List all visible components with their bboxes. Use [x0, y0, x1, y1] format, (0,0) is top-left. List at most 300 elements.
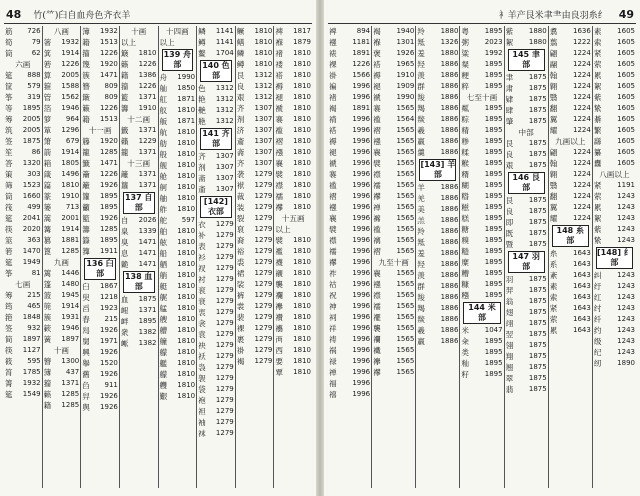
entry-page-number: 1932	[61, 38, 80, 46]
entry-character: 臼	[82, 282, 90, 291]
entry-page-number: 1279	[254, 280, 273, 288]
index-entry	[160, 215, 196, 226]
entry-character: 襁	[275, 148, 283, 157]
entry-page-number: 1222	[573, 38, 591, 46]
index-entry	[198, 373, 234, 384]
entry-character: 羰	[417, 315, 425, 324]
index-entry	[329, 301, 370, 312]
index-entry	[160, 303, 196, 314]
index-entry	[82, 81, 118, 92]
entry-character: 籁	[82, 104, 90, 113]
entry-character: 神	[329, 302, 337, 311]
index-entry	[506, 105, 547, 116]
entry-character: 舉	[82, 359, 90, 368]
index-entry	[121, 103, 157, 114]
index-entry	[461, 325, 502, 336]
entry-page-number: 1996	[352, 214, 371, 222]
index-entry	[417, 59, 458, 70]
index-entry	[198, 173, 234, 184]
index-entry	[461, 246, 502, 257]
stroke-count-heading: 九至十画	[378, 258, 409, 267]
index-entry	[44, 367, 80, 378]
entry-character: 简	[5, 335, 13, 344]
index-entry	[275, 301, 311, 312]
entry-page-number: 2041	[22, 214, 41, 222]
entry-character: 裁	[236, 192, 245, 201]
entry-character: 籜	[82, 247, 90, 256]
index-entry	[594, 37, 635, 48]
entry-character: 襴	[373, 335, 381, 344]
index-entry	[237, 334, 273, 345]
index-entry	[82, 402, 118, 413]
entry-character: 艨	[159, 348, 168, 357]
index-entry	[550, 158, 591, 169]
entry-character: 褓	[373, 38, 381, 47]
entry-page-number: 1895	[22, 104, 41, 112]
entry-character: 繇	[593, 137, 602, 146]
entry-character: 羔	[417, 216, 425, 225]
entry-page-number: 1895	[484, 115, 503, 123]
index-entry	[121, 237, 157, 248]
entry-page-number: 1243	[617, 203, 635, 211]
entry-page-number: 1226	[138, 60, 157, 68]
index-entry	[237, 48, 273, 59]
entry-page-number: 1895	[484, 280, 503, 288]
entry-page-number: 303	[27, 170, 41, 178]
entry-character: 褫	[329, 159, 337, 168]
entry-page-number: 1279	[215, 297, 234, 305]
index-entry	[121, 327, 157, 338]
entry-character: 糁	[461, 137, 470, 146]
index-entry	[594, 224, 635, 235]
index-entry	[5, 147, 41, 158]
index-entry	[5, 169, 41, 180]
index-entry	[44, 235, 80, 246]
entry-character: 素	[593, 27, 602, 36]
index-entry	[506, 138, 547, 149]
index-entry	[329, 345, 370, 356]
index-entry	[329, 378, 370, 389]
entry-character: 籤	[82, 159, 90, 168]
entry-character: 裸	[329, 60, 337, 69]
entry-page-number: 86	[31, 148, 41, 156]
entry-page-number: 1971	[100, 337, 118, 345]
entry-character: 纣	[593, 304, 602, 313]
entry-page-number: 1914	[61, 49, 80, 57]
entry-page-number: 1371	[138, 181, 157, 189]
entry-character: 艟	[159, 337, 168, 346]
index-column	[416, 26, 460, 488]
entry-character: 袂	[198, 341, 206, 350]
entry-page-number: 1810	[293, 192, 311, 200]
entry-character: 籃	[120, 93, 129, 102]
index-entry	[44, 323, 80, 334]
index-entry	[160, 149, 196, 160]
entry-page-number: 81	[31, 269, 41, 277]
entry-page-number: 964	[65, 115, 80, 123]
index-entry	[237, 213, 273, 224]
index-entry	[44, 92, 80, 103]
entry-character: 裂	[236, 214, 245, 223]
entry-page-number: 215	[27, 291, 41, 299]
entry-character: 襪	[275, 258, 283, 267]
index-entry	[44, 81, 80, 92]
entry-page-number: 1307	[254, 159, 273, 167]
entry-character: 籬	[120, 170, 129, 179]
index-entry	[82, 281, 118, 292]
index-entry	[5, 334, 41, 345]
index-entry	[82, 191, 118, 202]
entry-page-number: 1895	[484, 137, 503, 145]
entry-page-number: 1879	[293, 38, 311, 46]
entry-character: 翡	[505, 385, 514, 394]
entry-page-number: 1312	[215, 117, 234, 125]
entry-character: 篼	[43, 302, 52, 311]
entry-page-number: 1605	[617, 49, 635, 57]
entry-character: 襦	[373, 302, 381, 311]
index-entry	[550, 114, 591, 125]
entry-character: 舆	[82, 403, 90, 412]
entry-page-number: 1909	[396, 82, 415, 90]
entry-character: 祥	[329, 324, 337, 333]
entry-page-number: 1810	[293, 126, 311, 134]
index-entry	[237, 257, 273, 268]
entry-character: 纠	[593, 271, 602, 280]
index-entry	[237, 81, 273, 92]
index-entry	[275, 235, 311, 246]
stroke-count-heading: 十五画	[281, 214, 305, 223]
entry-page-number: 1886	[440, 60, 459, 68]
entry-page-number: 1226	[100, 49, 118, 57]
index-entry	[5, 180, 41, 191]
entry-character: 艦	[159, 359, 168, 368]
entry-character: 般	[159, 150, 168, 159]
entry-page-number: 1996	[352, 280, 371, 288]
entry-page-number: 1996	[352, 159, 371, 167]
index-entry	[275, 279, 311, 290]
entry-page-number: 1643	[573, 249, 591, 257]
index-entry	[373, 48, 414, 59]
entry-character: 羝	[417, 238, 425, 247]
entry-page-number: 1996	[352, 313, 371, 321]
entry-page-number: 1926	[100, 181, 118, 189]
entry-page-number: 1279	[254, 335, 273, 343]
entry-character: 衩	[198, 264, 206, 273]
entry-page-number: 1886	[440, 82, 459, 90]
entry-character: 裸	[236, 324, 245, 333]
stroke-count-heading: 八画	[53, 27, 70, 36]
index-entry	[550, 303, 591, 314]
entry-page-number: 1875	[528, 161, 547, 169]
entry-character: 襸	[275, 313, 283, 322]
index-entry	[417, 37, 458, 48]
entry-page-number: 1226	[100, 104, 118, 112]
index-entry	[506, 37, 547, 48]
entry-character: 褶	[275, 137, 283, 146]
entry-character: 褰	[329, 170, 337, 179]
entry-page-number: 1810	[177, 238, 196, 246]
index-entry	[329, 70, 370, 81]
entry-page-number: 1279	[215, 341, 234, 349]
index-entry	[550, 292, 591, 303]
index-entry	[417, 147, 458, 158]
index-entry	[329, 213, 370, 224]
index-entry	[5, 114, 41, 125]
entry-character: 糊	[461, 181, 470, 190]
entry-character: 良	[236, 82, 245, 91]
index-entry	[160, 391, 196, 402]
index-entry	[417, 48, 458, 59]
entry-character: 筑	[5, 126, 13, 135]
index-entry	[237, 323, 273, 334]
entry-character: 齐	[236, 104, 245, 113]
index-entry	[198, 105, 234, 116]
entry-character: 翊	[505, 319, 514, 328]
index-entry	[5, 323, 41, 334]
index-entry	[594, 281, 635, 292]
entry-page-number: 1285	[100, 225, 118, 233]
radical-heading: 139 舟部	[162, 49, 194, 71]
entry-page-number: 1810	[293, 159, 311, 167]
index-entry	[329, 37, 370, 48]
index-entry	[82, 369, 118, 380]
entry-character: 襦	[329, 247, 337, 256]
entry-page-number: 1279	[215, 429, 234, 437]
entry-character: 篱	[43, 269, 52, 278]
entry-page-number: 1471	[138, 249, 157, 257]
entry-character: 籟	[120, 137, 129, 146]
entry-character: 褪	[329, 148, 337, 157]
index-entry	[550, 314, 591, 325]
entry-page-number: 1660	[22, 192, 41, 200]
index-entry	[160, 347, 196, 358]
entry-character: 裴	[236, 313, 245, 322]
entry-character: 褡	[373, 60, 381, 69]
entry-page-number: 1643	[573, 271, 591, 279]
entry-page-number: 1996	[352, 170, 371, 178]
entry-page-number: 1895	[484, 60, 503, 68]
index-entry	[275, 158, 311, 169]
entry-character: 糇	[461, 159, 470, 168]
entry-page-number: 1307	[215, 174, 234, 182]
entry-character: 羹	[417, 148, 425, 157]
entry-page-number: 1326	[440, 38, 459, 46]
index-entry	[550, 202, 591, 213]
entry-page-number: 1931	[61, 313, 80, 321]
entry-character: 翦	[549, 38, 558, 47]
entry-page-number: 1886	[440, 104, 459, 112]
entry-character: 舷	[159, 238, 168, 247]
entry-page-number: 1895	[484, 247, 503, 255]
entry-page-number: 1895	[484, 148, 503, 156]
entry-page-number: 1810	[293, 346, 311, 354]
entry-page-number: 1810	[177, 337, 196, 345]
index-entry	[594, 235, 635, 246]
entry-character: 襶	[373, 346, 381, 355]
entry-character: 襁	[373, 280, 381, 289]
index-entry	[417, 325, 458, 336]
entry-character: 褚	[275, 49, 283, 58]
entry-page-number: 1945	[61, 291, 80, 299]
index-columns	[4, 26, 312, 488]
entry-character: 筒	[5, 49, 13, 58]
entry-character: 衰	[198, 297, 206, 306]
entry-page-number: 1810	[293, 368, 311, 376]
entry-character: 群	[417, 282, 425, 291]
entry-character: 自	[120, 216, 129, 225]
entry-page-number: 1224	[573, 192, 591, 200]
entry-character: 絷	[593, 236, 602, 245]
entry-page-number: 1279	[254, 181, 273, 189]
radical-heading: 138 血部	[123, 271, 155, 293]
entry-page-number: 499	[27, 203, 41, 211]
entry-page-number: 1605	[617, 82, 635, 90]
entry-page-number: 1605	[617, 104, 635, 112]
entry-page-number: 1810	[177, 205, 196, 213]
entry-page-number: 1810	[293, 236, 311, 244]
entry-character: 裨	[275, 27, 283, 36]
entry-character: 紧	[549, 304, 558, 313]
entry-character: 籬	[82, 181, 90, 190]
index-entry	[506, 373, 547, 384]
entry-page-number: 1307	[215, 185, 234, 193]
entry-character: 羡	[417, 71, 425, 80]
index-entry	[594, 347, 635, 358]
index-entry	[550, 169, 591, 180]
entry-character: 索	[593, 38, 602, 47]
index-entry	[550, 270, 591, 281]
entry-character: 以上	[120, 38, 137, 47]
index-entry	[44, 136, 80, 147]
entry-page-number: 1914	[61, 225, 80, 233]
index-entry	[82, 169, 118, 180]
entry-character: 篓	[43, 203, 52, 212]
entry-page-number: 1895	[484, 170, 503, 178]
entry-page-number: 1243	[617, 192, 635, 200]
entry-character: 翠	[505, 374, 514, 383]
entry-character: 袒	[198, 407, 206, 416]
entry-character: 筮	[5, 236, 13, 245]
index-entry	[44, 312, 80, 323]
entry-page-number: 1810	[254, 38, 273, 46]
entry-character: 襻	[373, 368, 381, 377]
entry-page-number: 1810	[293, 280, 311, 288]
right-page-header	[330, 6, 634, 22]
entry-character: 翱	[549, 82, 558, 91]
index-column	[120, 26, 159, 488]
entry-page-number: 1279	[254, 302, 273, 310]
index-entry	[461, 268, 502, 279]
index-entry	[329, 367, 370, 378]
index-entry	[373, 158, 414, 169]
entry-character: 翮	[549, 60, 558, 69]
entry-character: 襁	[329, 203, 337, 212]
entry-page-number: 1141	[215, 38, 234, 46]
index-entry	[461, 147, 502, 158]
entry-character: 衆	[120, 328, 129, 337]
entry-character: 累	[593, 203, 602, 212]
entry-page-number: 1810	[177, 315, 196, 323]
entry-character: 纂	[593, 148, 602, 157]
entry-character: 耀	[549, 214, 558, 223]
entry-character: 纫	[593, 359, 602, 368]
entry-character: 以上	[275, 225, 291, 234]
index-entry	[5, 389, 41, 400]
entry-page-number: 1810	[177, 194, 196, 202]
entry-character: 衷	[198, 308, 206, 317]
entry-character: 紫	[593, 225, 602, 234]
index-entry	[237, 301, 273, 312]
index-entry	[82, 314, 118, 325]
index-entry	[44, 290, 80, 301]
entry-character: 篾	[82, 60, 90, 69]
index-entry	[550, 48, 591, 59]
radical-heading: [142] 衣部	[200, 196, 232, 218]
entry-character: 舀	[82, 304, 90, 313]
entry-page-number: 1875	[528, 374, 547, 382]
entry-page-number: 1996	[352, 368, 371, 376]
entry-page-number: 1565	[396, 302, 415, 310]
entry-character: 翰	[549, 159, 558, 168]
entry-character: 紧	[593, 49, 602, 58]
index-entry	[44, 389, 80, 400]
entry-character: 筹	[5, 115, 13, 124]
entry-character: 斋	[236, 148, 245, 157]
entry-page-number: 1279	[215, 374, 234, 382]
entry-page-number: 1605	[617, 137, 635, 145]
entry-character: 籌	[82, 225, 90, 234]
entry-page-number: 1895	[484, 291, 503, 299]
entry-page-number: 1279	[254, 214, 273, 222]
page-header-title: 衤羊产艮米聿⺻由良羽糸纟	[498, 10, 607, 21]
index-entry	[160, 171, 196, 182]
entry-page-number: 1386	[138, 71, 157, 79]
entry-page-number: 1886	[440, 205, 459, 213]
entry-character: 篆	[43, 192, 52, 201]
entry-page-number: 1279	[215, 308, 234, 316]
index-entry	[461, 81, 502, 92]
entry-page-number: 1965	[396, 60, 415, 68]
index-entry	[506, 217, 547, 228]
index-entry	[198, 329, 234, 340]
entry-page-number: 1565	[396, 104, 415, 112]
index-entry	[198, 252, 234, 263]
entry-character: 羝	[417, 38, 425, 47]
entry-page-number: 1565	[396, 126, 415, 134]
index-entry	[329, 312, 370, 323]
entry-character: 褥	[373, 71, 381, 80]
index-entry	[121, 136, 157, 147]
entry-character: 臬	[120, 227, 129, 236]
entry-character: 裤	[236, 291, 245, 300]
entry-page-number: 1296	[61, 126, 80, 134]
index-entry	[275, 356, 311, 367]
entry-page-number: 1886	[440, 183, 459, 191]
index-entry	[594, 358, 635, 369]
entry-character: 翌	[505, 330, 514, 339]
index-entry	[121, 226, 157, 237]
entry-character: 糜	[461, 258, 470, 267]
entry-page-number: 1307	[254, 137, 273, 145]
entry-page-number: 1279	[254, 236, 273, 244]
index-entry	[329, 334, 370, 345]
index-entry	[5, 290, 41, 301]
entry-character: 鳞	[236, 49, 245, 58]
entry-character: 箍	[43, 82, 52, 91]
stroke-count-heading: 七画	[15, 280, 31, 289]
entry-page-number: 888	[27, 71, 41, 79]
entry-character: 絷	[593, 104, 602, 113]
